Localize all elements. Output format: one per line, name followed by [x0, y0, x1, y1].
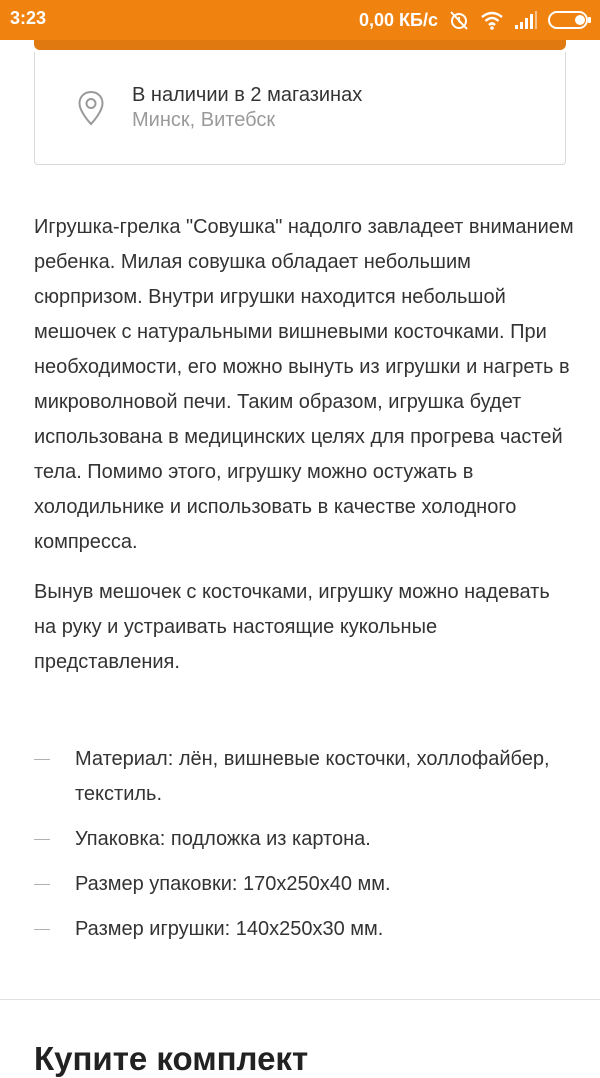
alarm-off-icon	[448, 9, 470, 31]
feature-item	[34, 742, 574, 812]
location-pin-icon	[77, 90, 105, 126]
status-bar	[0, 0, 600, 40]
section-divider	[0, 999, 600, 1000]
feature-text: Материал: лён, вишневые косточки, холлофайбер, текстиль.	[75, 748, 550, 805]
feature-text: Размер упаковки: 170x250x40 мм.	[75, 873, 391, 895]
product-description	[34, 210, 574, 695]
dash-bullet-icon	[34, 839, 50, 840]
feature-item	[34, 822, 574, 857]
dash-bullet-icon	[34, 759, 50, 760]
buy-set-heading: Купите комплект	[34, 1040, 309, 1077]
dash-bullet-icon	[34, 884, 50, 885]
wifi-icon	[480, 10, 504, 30]
product-features-list	[34, 742, 574, 957]
description-paragraph: Игрушка-грелка "Совушка" надолго завладеет вниманием ребенка. Милая совушка обладает небольшим сюрпризом. Внутри игрушки находится небольшой мешочек с натуральными вишневыми косточками. При необходимости, его можно вынуть из игрушки и нагреть в микроволновой печи. Таким образом, игрушка будет использована в медицинских целях для прогрева частей тела. Помимо этого, игрушку можно остужать в холодильнике и использовать в качестве холодного компресса.	[34, 216, 574, 553]
battery-icon	[548, 10, 592, 30]
feature-text: Упаковка: подложка из картона.	[75, 828, 371, 850]
header-edge	[34, 40, 566, 50]
network-speed: 0,00 КБ/с	[359, 9, 438, 30]
feature-item	[34, 867, 574, 902]
feature-item	[34, 912, 574, 947]
status-time: 3:23	[10, 8, 47, 28]
signal-icon	[514, 11, 538, 29]
status-icons	[359, 8, 592, 32]
description-paragraph: Вынув мешочек с косточками, игрушку можно надевать на руку и устраивать настоящие кукольные представления.	[34, 581, 550, 673]
dash-bullet-icon	[34, 929, 50, 930]
store-availability-text: В наличии в 2 магазинах	[132, 84, 363, 106]
store-availability-card[interactable]	[34, 52, 566, 165]
feature-text: Размер игрушки: 140x250x30 мм.	[75, 918, 384, 940]
store-cities-text: Минск, Витебск	[132, 109, 276, 131]
